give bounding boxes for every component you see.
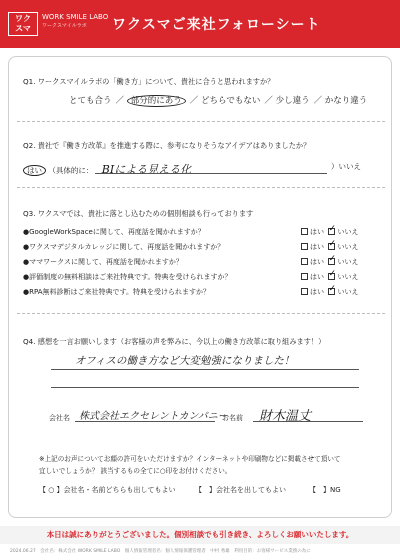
page-title: ワクスマご来社フォローシート: [112, 17, 321, 33]
yes-label: はい: [310, 243, 324, 251]
q3-row-4-no-checkbox[interactable]: [328, 273, 335, 280]
consent-option-2[interactable]: 【 】会社名を出してもよい: [195, 486, 286, 494]
company-label: 会社名: [49, 414, 70, 422]
q2-answer-underline: [95, 173, 327, 174]
form-card: [8, 56, 392, 518]
q1-question: Q1. ワークスマイルラボの「働き方」について、貴社に合うと思われますか？: [23, 77, 275, 86]
q3-row-5: ●RPA無料診断はご来社特典です。特典を受けられますか？: [23, 288, 210, 296]
q3-row-3-yes-checkbox[interactable]: [301, 258, 308, 265]
q2-handwritten-answer: BIによる見える化: [101, 163, 192, 176]
divider: [17, 187, 385, 188]
company-handwritten: 株式会社エクセレントカンパニー: [79, 411, 228, 422]
company-underline: [75, 421, 215, 422]
q3-row-5-no-checkbox[interactable]: [328, 288, 335, 295]
q3-row-3-answer: [301, 257, 358, 267]
q3-row-1-no-checkbox[interactable]: [328, 228, 335, 235]
name-underline: [253, 421, 363, 422]
q3-row-2-yes-checkbox[interactable]: [301, 243, 308, 250]
logo-text: [42, 13, 108, 31]
q3-row-3-no-checkbox[interactable]: [328, 258, 335, 265]
q1-option-2-selected[interactable]: 部分的にあう: [127, 95, 186, 107]
q3-question: Q3. ワクスマでは、貴社に落とし込むための個別相談も行っております: [23, 209, 254, 218]
no-label: いいえ: [337, 273, 359, 281]
q3-row-1: ●GoogleWorkSpaceに関して、再度話を聞かれますか？: [23, 228, 205, 236]
no-label: いいえ: [337, 258, 359, 266]
q3-row-2-answer: [301, 242, 358, 252]
yes-label: はい: [310, 288, 324, 296]
q4-line-2: [51, 387, 359, 388]
q3-row-1-yes-checkbox[interactable]: [301, 228, 308, 235]
yes-label: はい: [310, 273, 324, 281]
logo-name: WORK SMILE LABO: [42, 13, 109, 21]
consent-option-3[interactable]: 【 】NG: [309, 486, 341, 494]
q4-line-1: [51, 369, 359, 370]
yes-label: はい: [310, 258, 324, 266]
no-label: いいえ: [337, 288, 359, 296]
q2-no[interactable]: ）いいえ: [331, 162, 361, 171]
q4-handwritten-answer: オフィスの働き方など大変勉強になりました！: [75, 355, 295, 367]
q3-row-2: ●ワクスマデジタルカレッジに関して、再度話を聞かれますか？: [23, 243, 225, 251]
q3-row-4-yes-checkbox[interactable]: [301, 273, 308, 280]
yes-label: はい: [310, 228, 324, 236]
q2-yes[interactable]: はい: [23, 165, 46, 176]
q1-options: とても合う ／ 部分的にあう ／ どちらでもない ／ 少し違う ／ かなり違う: [69, 96, 368, 106]
footer-fine-print: 2024.06.27 会社名：株式会社 WORK SMILE LABO 個人情報管理者名：個人情報保護管理者 中村 秀雄 利用目的：お客様サービス業務の為に: [10, 549, 311, 554]
q4-question: Q4. 感想を一言お願いします（お客様の声を弊みに、今以上の働き方改革に取り組みます！）: [23, 337, 326, 346]
q2-question: Q2. 貴社で『働き方改革』を推進する際に、参考になりそうなアイデアはありましたか？: [23, 141, 311, 150]
q1-option-1[interactable]: とても合う: [69, 96, 112, 106]
divider: [17, 313, 385, 314]
logo-line-2: スマ: [15, 24, 31, 33]
consent-option-1[interactable]: 【 ○ 】会社名・名前どちらも出してもよい: [39, 486, 176, 494]
divider: [17, 121, 385, 122]
q3-row-5-answer: [301, 287, 358, 297]
name-label: お名前: [222, 414, 243, 422]
q3-row-3: ●ママワークスに関して、再度話を聞かれますか？: [23, 258, 183, 266]
q3-row-2-no-checkbox[interactable]: [328, 243, 335, 250]
q1-option-3[interactable]: どちらでもない: [200, 96, 261, 106]
q3-row-1-answer: [301, 227, 358, 237]
q3-row-4: ●評価制度の無料相談はご来社特典です。特典を受けられますか？: [23, 273, 232, 281]
consent-line-1: ※上記のお声についてお顔の許可をいただけますか？インターネットや印刷物などに掲載させて頂いて: [39, 455, 341, 463]
q2-specific-label: （具体的に：: [48, 166, 94, 175]
q3-row-5-yes-checkbox[interactable]: [301, 288, 308, 295]
footer-thanks: 本日は誠にありがとうございました。個別相談でも引き続き、よろしくお願いいたします。: [0, 526, 400, 544]
header-bar: [0, 0, 400, 48]
no-label: いいえ: [337, 243, 359, 251]
name-handwritten: 財木温丈: [259, 409, 312, 424]
logo-mark: [8, 12, 38, 36]
q1-option-5[interactable]: かなり違う: [324, 96, 368, 106]
no-label: いいえ: [337, 228, 359, 236]
logo-line-1: ワク: [15, 14, 31, 23]
q1-option-4[interactable]: 少し違う: [275, 96, 310, 106]
q2-answer-row: [23, 161, 191, 177]
q3-row-4-answer: [301, 272, 358, 282]
logo-sub: ワークスマイルラボ: [42, 23, 87, 29]
consent-line-2: 宜しいでしょうか？ 該当するもの全てに○印をお付けください。: [39, 467, 232, 475]
